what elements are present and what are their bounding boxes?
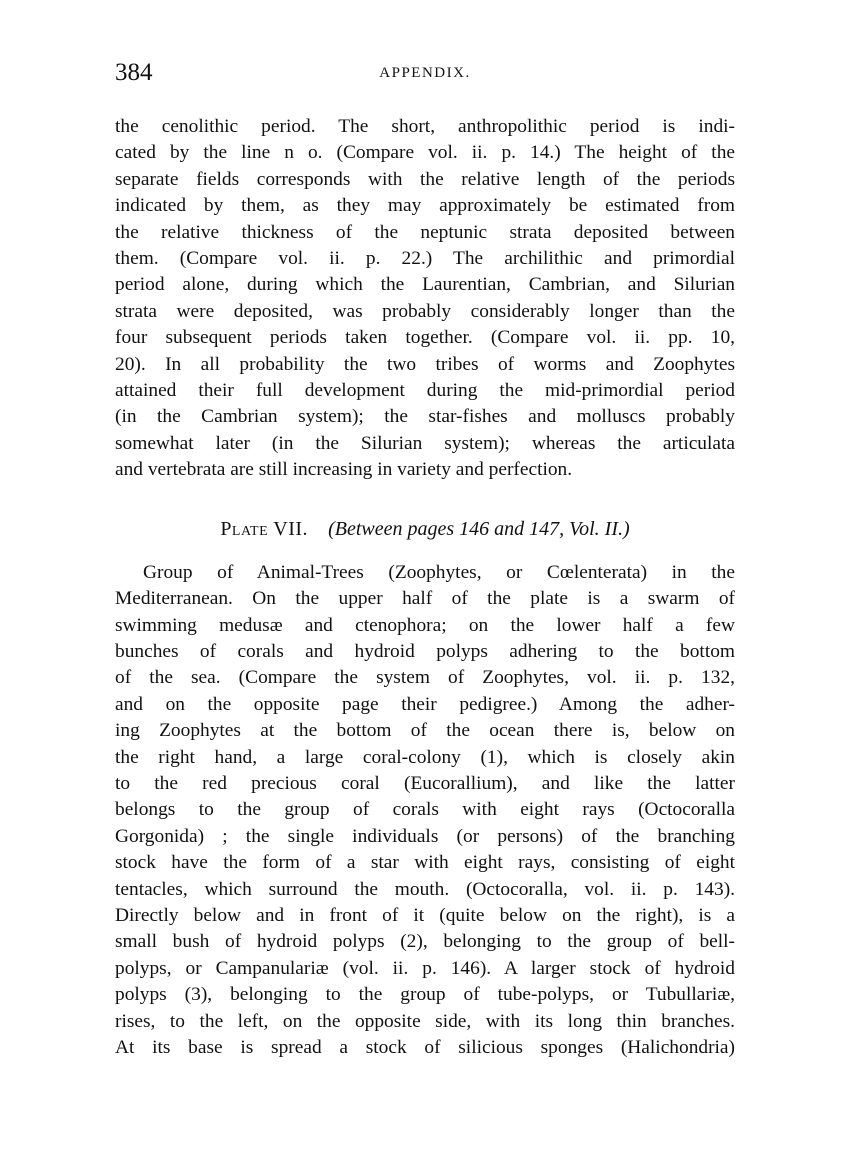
text-line: small bush of hydroid polyps (2), belonging to the group of bell- <box>115 931 735 953</box>
text-line: swimming medusæ and ctenophora; on the lower half a few <box>115 614 735 636</box>
plate-label: Plate VII. <box>220 517 309 540</box>
text-line: them. (Compare vol. ii. p. 22.) The archilithic and primordial <box>115 248 735 270</box>
text-line: and on the opposite page their pedigree.) Among the adher- <box>115 693 735 715</box>
text-line: polyps, or Campanulariæ (vol. ii. p. 146). A larger stock of hydroid <box>115 957 735 979</box>
text-line: the right hand, a large coral-colony (1), which is closely akin <box>115 746 735 768</box>
page-number: 384 <box>115 59 153 86</box>
text-line: Mediterranean. On the upper half of the plate is a swarm of <box>115 588 735 610</box>
text-line: bunches of corals and hydroid polyps adhering to the bottom <box>115 640 735 662</box>
text-line: stock have the form of a star with eight rays, consisting of eight <box>115 852 735 874</box>
text-line: the relative thickness of the neptunic strata deposited between <box>115 221 735 243</box>
plate-heading <box>115 514 735 544</box>
text-line: At its base is spread a stock of silicious sponges (Halichondria) <box>115 1037 735 1058</box>
text-line: and vertebrata are still increasing in variety and perfection. <box>115 459 573 481</box>
text-line: to the red precious coral (Eucorallium), and like the latter <box>115 772 735 794</box>
text-line: belongs to the group of corals with eight rays (Octocoralla <box>115 799 735 821</box>
text-line: Directly below and in front of it (quite below on the right), is a <box>115 904 735 926</box>
plate-location: (Between pages 146 and 147, Vol. II.) <box>328 517 630 540</box>
paragraph-plate-description <box>115 560 735 1062</box>
text-line: tentacles, which surround the mouth. (Octocoralla, vol. ii. p. 143). <box>115 878 735 900</box>
text-line: of the sea. (Compare the system of Zoophytes, vol. ii. p. 132, <box>115 667 735 689</box>
book-page <box>115 58 735 1061</box>
text-line: 20). In all probability the two tribes of worms and Zoophytes <box>115 353 735 375</box>
text-line: cated by the line n o. (Compare vol. ii. p. 14.) The height of the <box>115 142 735 164</box>
running-head <box>115 58 735 92</box>
text-line: somewhat later (in the Silurian system); whereas the articulata <box>115 432 735 454</box>
text-line: period alone, during which the Laurentian, Cambrian, and Silurian <box>115 274 735 296</box>
text-line: strata were deposited, was probably considerably longer than the <box>115 300 735 322</box>
text-line: separate fields corresponds with the relative length of the periods <box>115 168 735 190</box>
text-line: attained their full development during the mid-primordial period <box>115 380 735 402</box>
text-line: four subsequent periods taken together. (Compare vol. ii. pp. 10, <box>115 327 735 349</box>
text-line: Gorgonida) ; the single individuals (or persons) of the branching <box>115 825 735 847</box>
running-title: APPENDIX. <box>379 65 471 81</box>
text-line: Group of Animal-Trees (Zoophytes, or Cœlenterata) in the <box>143 561 735 583</box>
text-line: (in the Cambrian system); the star-fishes and molluscs probably <box>115 406 735 428</box>
text-line: indicated by them, as they may approximately be estimated from <box>115 195 735 217</box>
text-line: rises, to the left, on the opposite side, with its long thin branches. <box>115 1010 735 1032</box>
text-line: the cenolithic period. The short, anthropolithic period is indi- <box>115 116 735 137</box>
text-line: ing Zoophytes at the bottom of the ocean there is, below on <box>115 720 735 742</box>
paragraph-periods <box>115 114 735 484</box>
text-line: polyps (3), belonging to the group of tube-polyps, or Tubullariæ, <box>115 984 735 1006</box>
